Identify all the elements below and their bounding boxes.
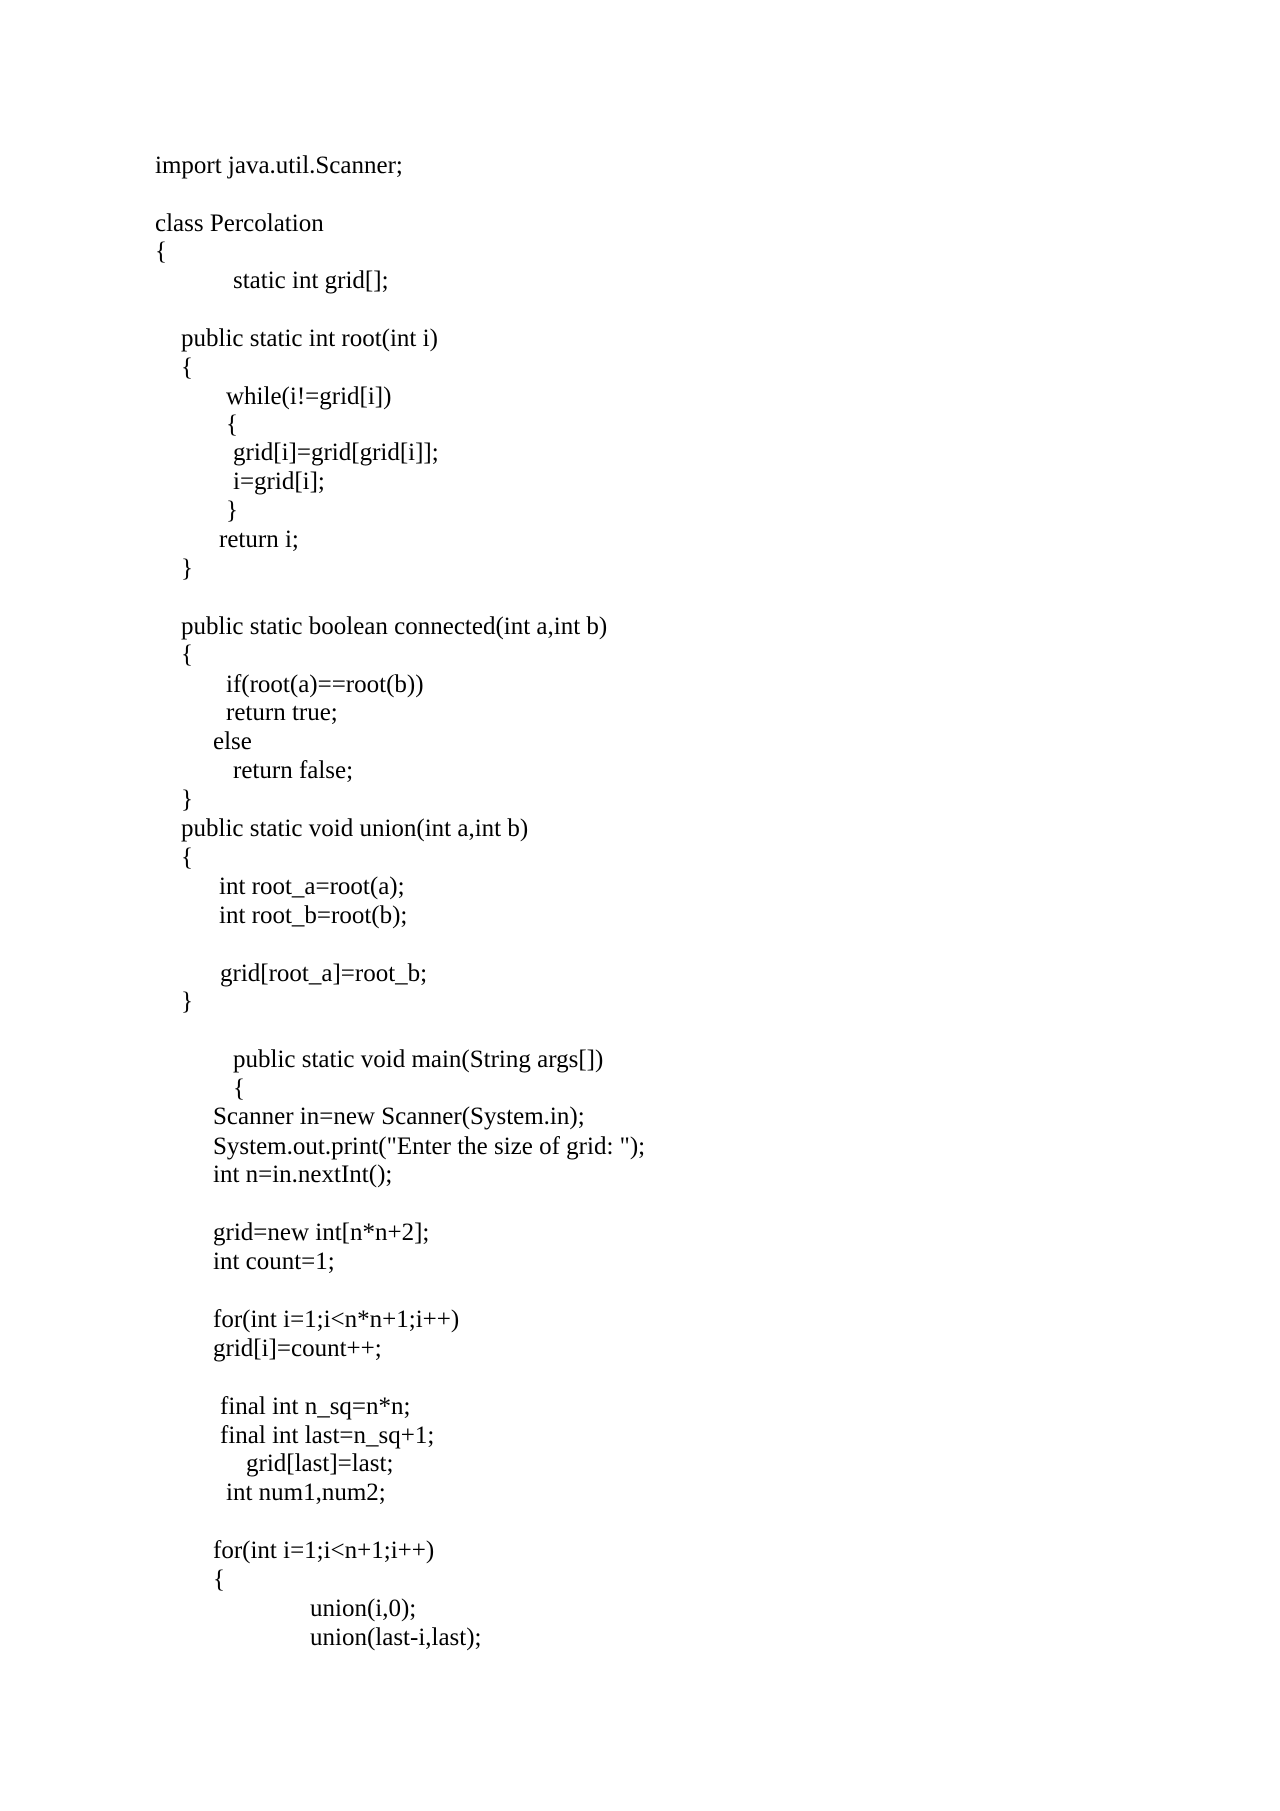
code-line: int count=1; (213, 1248, 335, 1275)
code-line: return true; (226, 699, 338, 726)
code-line: public static int root(int i) (181, 325, 438, 352)
code-line: grid[root_a]=root_b; (220, 960, 428, 987)
code-line: if(root(a)==root(b)) (226, 671, 424, 698)
code-line: class Percolation (155, 210, 324, 237)
code-line: { (226, 411, 238, 438)
code-line: { (213, 1566, 225, 1593)
code-line: grid=new int[n*n+2]; (213, 1219, 430, 1246)
code-line: i=grid[i]; (233, 468, 325, 495)
code-line: final int last=n_sq+1; (220, 1422, 435, 1449)
code-line: int root_a=root(a); (219, 873, 405, 900)
code-line: { (181, 844, 193, 871)
code-line: grid[last]=last; (246, 1450, 394, 1477)
code-line: public static void union(int a,int b) (181, 815, 529, 842)
code-line: int n=in.nextInt(); (213, 1161, 393, 1188)
code-line: { (155, 238, 167, 265)
code-line: union(last-i,last); (310, 1624, 482, 1651)
code-line: union(i,0); (310, 1595, 417, 1622)
code-line: while(i!=grid[i]) (226, 383, 392, 410)
code-line: for(int i=1;i<n+1;i++) (213, 1537, 435, 1564)
code-line: for(int i=1;i<n*n+1;i++) (213, 1306, 460, 1333)
code-line: grid[i]=count++; (213, 1335, 382, 1362)
code-line: else (213, 728, 252, 755)
code-line: int root_b=root(b); (219, 902, 408, 929)
code-line: grid[i]=grid[grid[i]]; (233, 439, 439, 466)
code-line: Scanner in=new Scanner(System.in); (213, 1103, 585, 1130)
code-line: return i; (219, 526, 299, 553)
code-line: } (181, 988, 193, 1015)
code-line: public static boolean connected(int a,int b) (181, 613, 608, 640)
code-line: } (181, 786, 193, 813)
code-line: } (181, 555, 193, 582)
code-line: return false; (233, 757, 354, 784)
code-line: } (226, 497, 238, 524)
code-line: int num1,num2; (226, 1479, 386, 1506)
code-line: { (233, 1075, 245, 1102)
code-line: final int n_sq=n*n; (220, 1393, 411, 1420)
code-line: public static void main(String args[]) (233, 1046, 604, 1073)
code-line: System.out.print("Enter the size of grid: "); (213, 1133, 646, 1160)
code-line: { (181, 354, 193, 381)
code-line: static int grid[]; (233, 267, 389, 294)
code-line: import java.util.Scanner; (155, 152, 403, 179)
code-line: { (181, 641, 193, 668)
